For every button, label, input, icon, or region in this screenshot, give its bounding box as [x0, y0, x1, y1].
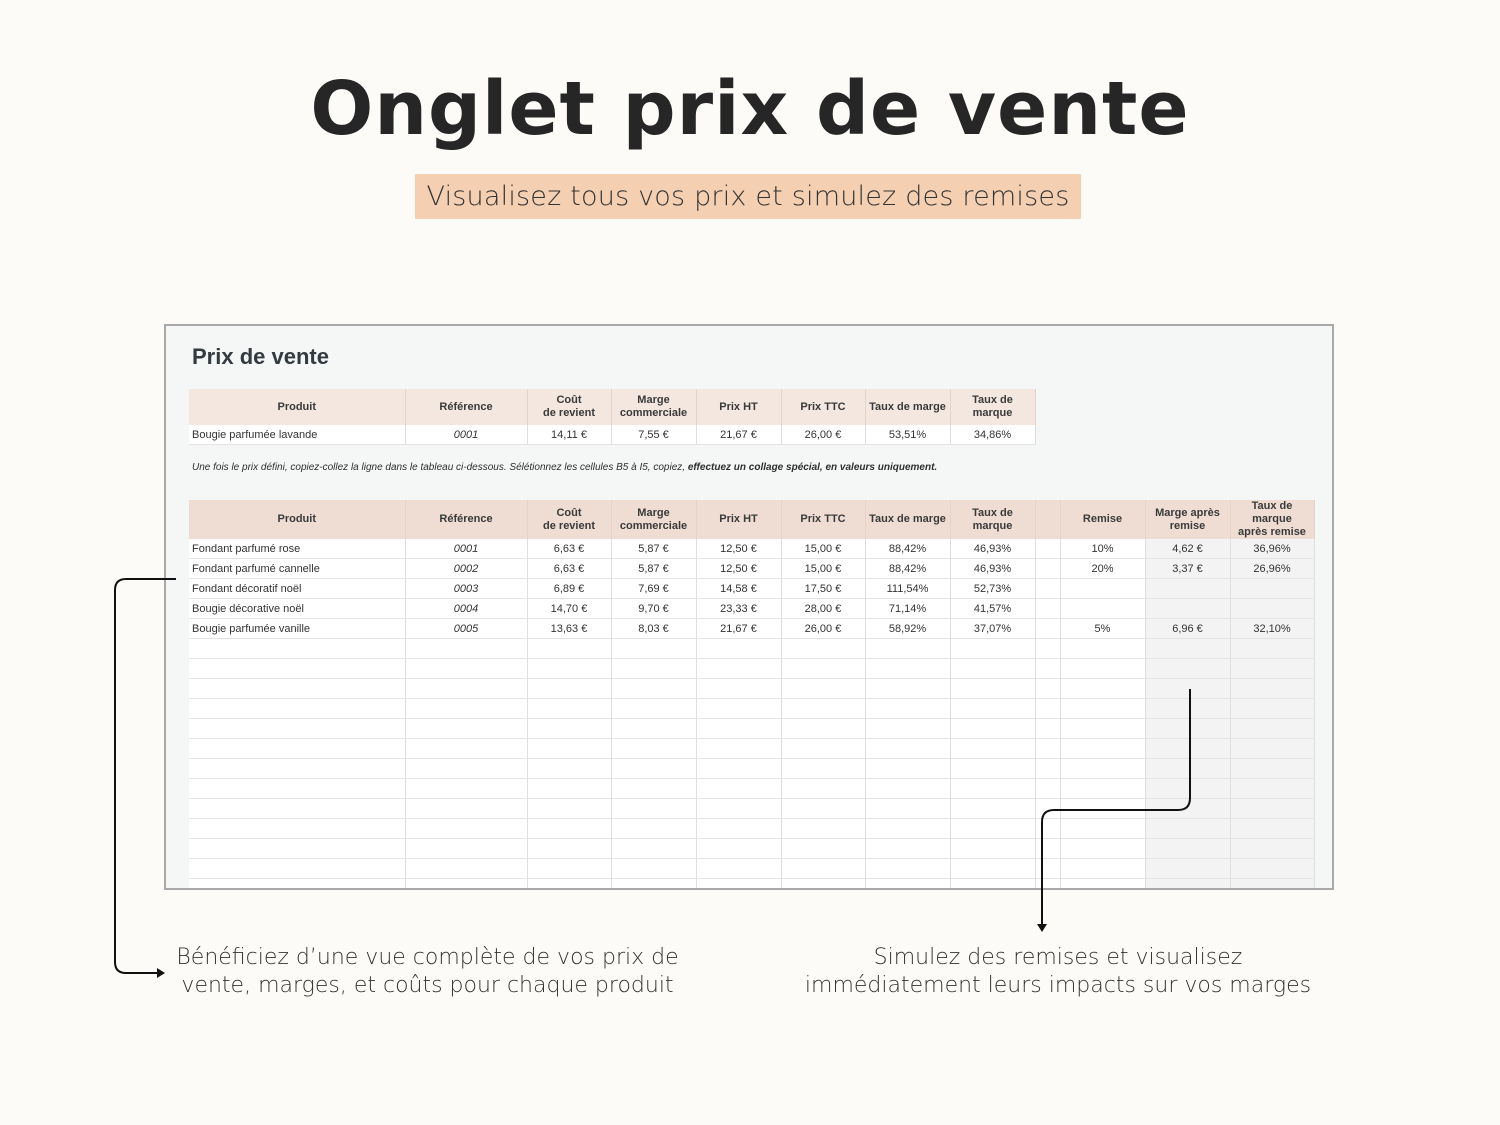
table-cell[interactable]: [1230, 659, 1314, 679]
table-cell[interactable]: [527, 819, 611, 839]
table-cell[interactable]: 8,03 €: [611, 619, 696, 639]
table-cell[interactable]: [405, 839, 527, 859]
page-title: Onglet prix de vente: [310, 66, 1190, 152]
table-cell[interactable]: 17,50 €: [781, 579, 865, 599]
table-cell[interactable]: [189, 679, 405, 699]
table-cell[interactable]: [1060, 579, 1145, 599]
table-cell[interactable]: [1035, 659, 1060, 679]
table-cell[interactable]: [1035, 759, 1060, 779]
table-cell[interactable]: [405, 799, 527, 819]
table-cell[interactable]: [1035, 599, 1060, 619]
table-cell[interactable]: 28,00 €: [781, 599, 865, 619]
table-cell[interactable]: [189, 739, 405, 759]
table-cell[interactable]: [696, 699, 781, 719]
table-cell[interactable]: 0005: [405, 619, 527, 639]
cell-prix-ttc[interactable]: 26,00 €: [781, 425, 865, 445]
table-cell[interactable]: [611, 739, 696, 759]
table-cell[interactable]: [189, 639, 405, 659]
table-cell[interactable]: [950, 779, 1035, 799]
table-cell[interactable]: [611, 679, 696, 699]
table-cell[interactable]: [1035, 559, 1060, 579]
table-cell[interactable]: [1145, 699, 1230, 719]
table-row: [189, 799, 1314, 819]
table-row: [189, 679, 1314, 699]
price-calculator-table: [189, 389, 1036, 445]
table-cell[interactable]: [611, 699, 696, 719]
column-header: Prix TTC: [781, 500, 865, 539]
instruction-note: Une fois le prix défini, copiez-collez la ligne dans le tableau ci-dessous. Sélétionnez les cellules B5 à I5, copiez, effectuez un collage spécial, en valeurs uniquement.: [192, 462, 938, 473]
table-cell[interactable]: Fondant décoratif noël: [189, 579, 405, 599]
table-cell[interactable]: Fondant parfumé rose: [189, 539, 405, 559]
column-header: Coût de revient: [527, 389, 611, 425]
table-cell[interactable]: [611, 799, 696, 819]
table-cell[interactable]: [611, 859, 696, 879]
table-cell[interactable]: [1035, 619, 1060, 639]
table-cell[interactable]: [1035, 739, 1060, 759]
table-cell[interactable]: [1145, 819, 1230, 839]
table-row: [189, 425, 1035, 445]
table-cell[interactable]: 6,63 €: [527, 559, 611, 579]
table-cell[interactable]: 26,96%: [1230, 559, 1314, 579]
table-cell[interactable]: [950, 719, 1035, 739]
column-header: Marge commerciale: [611, 389, 696, 425]
table-cell[interactable]: [696, 819, 781, 839]
table-cell[interactable]: [189, 779, 405, 799]
table-cell[interactable]: [865, 819, 950, 839]
table-cell[interactable]: 5,87 €: [611, 559, 696, 579]
table-cell[interactable]: [405, 759, 527, 779]
table-cell[interactable]: [781, 739, 865, 759]
table-row: [189, 819, 1314, 839]
table-cell[interactable]: [696, 779, 781, 799]
table-cell[interactable]: [1230, 879, 1314, 891]
table-cell[interactable]: [696, 859, 781, 879]
table-cell[interactable]: [781, 879, 865, 891]
table-cell[interactable]: [189, 859, 405, 879]
table-cell[interactable]: [1230, 719, 1314, 739]
table-cell[interactable]: Bougie parfumée vanille: [189, 619, 405, 639]
table-cell[interactable]: [1060, 699, 1145, 719]
table-cell[interactable]: [1035, 699, 1060, 719]
table-cell[interactable]: [1145, 659, 1230, 679]
table-row: [189, 639, 1314, 659]
table-cell[interactable]: [696, 679, 781, 699]
table-cell[interactable]: 0002: [405, 559, 527, 579]
table-cell[interactable]: [950, 819, 1035, 839]
column-header: Taux de marge: [865, 500, 950, 539]
table-cell[interactable]: [527, 879, 611, 891]
table-cell[interactable]: [1145, 639, 1230, 659]
table-cell[interactable]: 12,50 €: [696, 539, 781, 559]
column-header: Taux de marque après remise: [1230, 500, 1314, 539]
table-cell[interactable]: [696, 639, 781, 659]
table-cell[interactable]: 0003: [405, 579, 527, 599]
table-cell[interactable]: [781, 679, 865, 699]
table-cell[interactable]: [865, 879, 950, 891]
table-cell[interactable]: [1035, 679, 1060, 699]
table-row: [189, 879, 1314, 891]
table-cell[interactable]: [696, 799, 781, 819]
table-cell[interactable]: [1035, 819, 1060, 839]
table-cell[interactable]: [950, 739, 1035, 759]
cell-marge-commerciale[interactable]: 7,55 €: [611, 425, 696, 445]
table-cell[interactable]: [189, 699, 405, 719]
table-cell[interactable]: 58,92%: [865, 619, 950, 639]
table-cell[interactable]: 20%: [1060, 559, 1145, 579]
table-cell[interactable]: 0001: [405, 539, 527, 559]
table-cell[interactable]: [865, 799, 950, 819]
table-cell[interactable]: [1035, 639, 1060, 659]
table-cell[interactable]: 6,63 €: [527, 539, 611, 559]
table-cell[interactable]: [189, 839, 405, 859]
table-cell[interactable]: [781, 659, 865, 679]
table-cell[interactable]: [1230, 859, 1314, 879]
table-cell[interactable]: [781, 799, 865, 819]
table-cell[interactable]: [781, 759, 865, 779]
sheet-title: Prix de vente: [192, 344, 329, 369]
table-row: [189, 759, 1314, 779]
table-cell[interactable]: [1230, 599, 1314, 619]
table-cell[interactable]: [781, 819, 865, 839]
table-row: [189, 839, 1314, 859]
table-row: [189, 719, 1314, 739]
table-cell[interactable]: [405, 859, 527, 879]
table-cell[interactable]: [405, 739, 527, 759]
table-row: [189, 739, 1314, 759]
table-cell[interactable]: [865, 719, 950, 739]
table-cell[interactable]: [1230, 639, 1314, 659]
table-cell[interactable]: [1060, 719, 1145, 739]
table-cell[interactable]: [527, 719, 611, 739]
table-cell[interactable]: [1145, 779, 1230, 799]
table-cell[interactable]: [1230, 699, 1314, 719]
table-cell[interactable]: 6,96 €: [1145, 619, 1230, 639]
column-header: Remise: [1060, 500, 1145, 539]
table-cell[interactable]: 4,62 €: [1145, 539, 1230, 559]
table-cell[interactable]: [611, 839, 696, 859]
table-cell[interactable]: [1145, 859, 1230, 879]
table-cell[interactable]: [950, 879, 1035, 891]
table-cell[interactable]: [405, 879, 527, 891]
column-header: Coût de revient: [527, 500, 611, 539]
table-row: [189, 539, 1314, 559]
products-table: [189, 500, 1315, 890]
column-header: Référence: [405, 500, 527, 539]
table-cell[interactable]: [1035, 799, 1060, 819]
table-cell[interactable]: [1230, 819, 1314, 839]
table-cell[interactable]: [405, 779, 527, 799]
table-cell[interactable]: [189, 819, 405, 839]
table-cell[interactable]: [189, 659, 405, 679]
table-row: [189, 859, 1314, 879]
table-cell[interactable]: 13,63 €: [527, 619, 611, 639]
table-cell[interactable]: [781, 699, 865, 719]
table-cell[interactable]: [1145, 679, 1230, 699]
table-cell[interactable]: [950, 859, 1035, 879]
table-cell[interactable]: [1145, 579, 1230, 599]
table-cell[interactable]: [696, 759, 781, 779]
table-cell[interactable]: [405, 699, 527, 719]
table-cell[interactable]: [1145, 739, 1230, 759]
table-cell[interactable]: [1060, 819, 1145, 839]
column-header: Taux de marque: [950, 389, 1035, 425]
table-cell[interactable]: [527, 639, 611, 659]
column-header: Taux de marge: [865, 389, 950, 425]
table-cell[interactable]: [1035, 879, 1060, 891]
table-cell[interactable]: [405, 659, 527, 679]
table-cell[interactable]: 71,14%: [865, 599, 950, 619]
table-cell[interactable]: [1060, 759, 1145, 779]
table-cell[interactable]: [1060, 879, 1145, 891]
column-header: Produit: [189, 389, 405, 425]
table-cell[interactable]: 88,42%: [865, 539, 950, 559]
column-header: Marge commerciale: [611, 500, 696, 539]
table-cell[interactable]: 6,89 €: [527, 579, 611, 599]
table-cell[interactable]: [696, 879, 781, 891]
table-cell[interactable]: [1060, 599, 1145, 619]
column-header: Prix HT: [696, 389, 781, 425]
table-cell[interactable]: [1060, 659, 1145, 679]
table-cell[interactable]: [1060, 739, 1145, 759]
table-cell[interactable]: [1230, 579, 1314, 599]
table-cell[interactable]: [1060, 779, 1145, 799]
table-row: [189, 779, 1314, 799]
cell-taux-de-marque[interactable]: 34,86%: [950, 425, 1035, 445]
table-cell[interactable]: [527, 699, 611, 719]
table-cell[interactable]: 32,10%: [1230, 619, 1314, 639]
table-cell[interactable]: [527, 839, 611, 859]
table-row: [189, 559, 1314, 579]
table-cell[interactable]: [1035, 779, 1060, 799]
table-cell[interactable]: [189, 719, 405, 739]
table-cell[interactable]: [527, 679, 611, 699]
table-cell[interactable]: [611, 779, 696, 799]
table-cell[interactable]: [1145, 599, 1230, 619]
table-cell[interactable]: [611, 719, 696, 739]
table-cell[interactable]: [1060, 859, 1145, 879]
table-cell[interactable]: 0004: [405, 599, 527, 619]
column-header: Prix HT: [696, 500, 781, 539]
table-cell[interactable]: 14,70 €: [527, 599, 611, 619]
table-cell[interactable]: [781, 639, 865, 659]
table-cell[interactable]: [1145, 839, 1230, 859]
table-cell[interactable]: 15,00 €: [781, 559, 865, 579]
table-cell[interactable]: 111,54%: [865, 579, 950, 599]
table-cell[interactable]: [1035, 579, 1060, 599]
table-cell[interactable]: [1145, 879, 1230, 891]
table-cell[interactable]: [696, 719, 781, 739]
column-header: Prix TTC: [781, 389, 865, 425]
table-cell[interactable]: [1230, 839, 1314, 859]
table-cell[interactable]: [1230, 739, 1314, 759]
cell-prix-ht[interactable]: 21,67 €: [696, 425, 781, 445]
table-cell[interactable]: [781, 779, 865, 799]
table-cell[interactable]: 5%: [1060, 619, 1145, 639]
table-cell[interactable]: [696, 839, 781, 859]
table-cell[interactable]: 7,69 €: [611, 579, 696, 599]
table-cell[interactable]: [1145, 799, 1230, 819]
table-cell[interactable]: 37,07%: [950, 619, 1035, 639]
table-cell[interactable]: [611, 879, 696, 891]
table-row: [189, 619, 1314, 639]
table-cell[interactable]: 3,37 €: [1145, 559, 1230, 579]
column-header: Référence: [405, 389, 527, 425]
table-cell[interactable]: [1230, 759, 1314, 779]
table-cell[interactable]: [527, 759, 611, 779]
table-cell[interactable]: [1060, 679, 1145, 699]
table-row: [189, 659, 1314, 679]
table-cell[interactable]: [696, 659, 781, 679]
cell-taux-de-marge[interactable]: 53,51%: [865, 425, 950, 445]
table-cell[interactable]: 26,00 €: [781, 619, 865, 639]
table-cell[interactable]: [405, 679, 527, 699]
table-cell[interactable]: [865, 679, 950, 699]
table-cell[interactable]: 46,93%: [950, 559, 1035, 579]
callout-right: Simulez des remises et visualisez immédiatement leurs impacts sur vos marges: [804, 945, 1312, 998]
table-cell[interactable]: 12,50 €: [696, 559, 781, 579]
table-cell[interactable]: [865, 759, 950, 779]
arrowhead-down-icon: [1037, 924, 1047, 932]
table-row: [189, 699, 1314, 719]
table-cell[interactable]: [696, 739, 781, 759]
table-row: [189, 579, 1314, 599]
subtitle-band: [415, 174, 1081, 219]
table-cell[interactable]: [1230, 799, 1314, 819]
table-cell[interactable]: [1035, 539, 1060, 559]
table-cell[interactable]: [950, 659, 1035, 679]
table-cell[interactable]: [611, 819, 696, 839]
table-cell[interactable]: 41,57%: [950, 599, 1035, 619]
cell-produit[interactable]: Bougie parfumée lavande: [189, 425, 405, 445]
table-cell[interactable]: [405, 639, 527, 659]
table-cell[interactable]: [1060, 639, 1145, 659]
table-cell[interactable]: [1145, 719, 1230, 739]
table-cell[interactable]: [527, 659, 611, 679]
table-cell[interactable]: 52,73%: [950, 579, 1035, 599]
cell-cout-de-revient[interactable]: 14,11 €: [527, 425, 611, 445]
table-cell[interactable]: [1035, 839, 1060, 859]
table-cell[interactable]: [1145, 759, 1230, 779]
table-cell[interactable]: 21,67 €: [696, 619, 781, 639]
table-cell[interactable]: [865, 859, 950, 879]
table-cell[interactable]: [950, 699, 1035, 719]
table-row: [189, 599, 1314, 619]
table-cell[interactable]: [950, 839, 1035, 859]
table-cell[interactable]: [1035, 859, 1060, 879]
table-cell[interactable]: [611, 639, 696, 659]
table-cell[interactable]: [865, 659, 950, 679]
table-cell[interactable]: [781, 859, 865, 879]
table-cell[interactable]: [1060, 839, 1145, 859]
table-cell[interactable]: [865, 639, 950, 659]
table-cell[interactable]: 10%: [1060, 539, 1145, 559]
table-cell[interactable]: [611, 659, 696, 679]
table-cell[interactable]: [950, 639, 1035, 659]
table-cell[interactable]: 36,96%: [1230, 539, 1314, 559]
table-cell[interactable]: [527, 779, 611, 799]
table-cell[interactable]: [405, 719, 527, 739]
table-cell[interactable]: [950, 759, 1035, 779]
subtitle: Visualisez tous vos prix et simulez des remises: [426, 181, 1070, 212]
table-cell[interactable]: [527, 799, 611, 819]
column-header: Marge après remise: [1145, 500, 1230, 539]
table-cell[interactable]: 23,33 €: [696, 599, 781, 619]
table-cell[interactable]: Fondant parfumé cannelle: [189, 559, 405, 579]
table-cell[interactable]: [865, 839, 950, 859]
table-cell[interactable]: [865, 739, 950, 759]
table-cell[interactable]: [781, 839, 865, 859]
table-cell[interactable]: [950, 679, 1035, 699]
table-cell[interactable]: [1230, 679, 1314, 699]
table-cell[interactable]: 46,93%: [950, 539, 1035, 559]
table-cell[interactable]: 5,87 €: [611, 539, 696, 559]
spreadsheet-screenshot: [164, 324, 1334, 890]
callout-left: Bénéficiez d’une vue complète de vos prix de vente, marges, et coûts pour chaque produit: [176, 945, 679, 998]
table-cell[interactable]: [189, 799, 405, 819]
column-header: Produit: [189, 500, 405, 539]
cell-reference[interactable]: 0001: [405, 425, 527, 445]
table-cell[interactable]: [1035, 719, 1060, 739]
table-cell[interactable]: [950, 799, 1035, 819]
table-cell[interactable]: [781, 719, 865, 739]
column-header: Taux de marque: [950, 500, 1035, 539]
table-cell[interactable]: [189, 759, 405, 779]
table-cell[interactable]: [405, 819, 527, 839]
table-cell[interactable]: 15,00 €: [781, 539, 865, 559]
table-cell[interactable]: [1230, 779, 1314, 799]
table-cell[interactable]: [527, 739, 611, 759]
table-cell[interactable]: 14,58 €: [696, 579, 781, 599]
table-cell[interactable]: 88,42%: [865, 559, 950, 579]
table-cell[interactable]: [1060, 799, 1145, 819]
table-cell[interactable]: Bougie décorative noël: [189, 599, 405, 619]
column-header: [1035, 500, 1060, 539]
table-cell[interactable]: 9,70 €: [611, 599, 696, 619]
table-cell[interactable]: [611, 759, 696, 779]
table-cell[interactable]: [189, 879, 405, 891]
table-cell[interactable]: [865, 699, 950, 719]
table-cell[interactable]: [865, 779, 950, 799]
table-cell[interactable]: [527, 859, 611, 879]
